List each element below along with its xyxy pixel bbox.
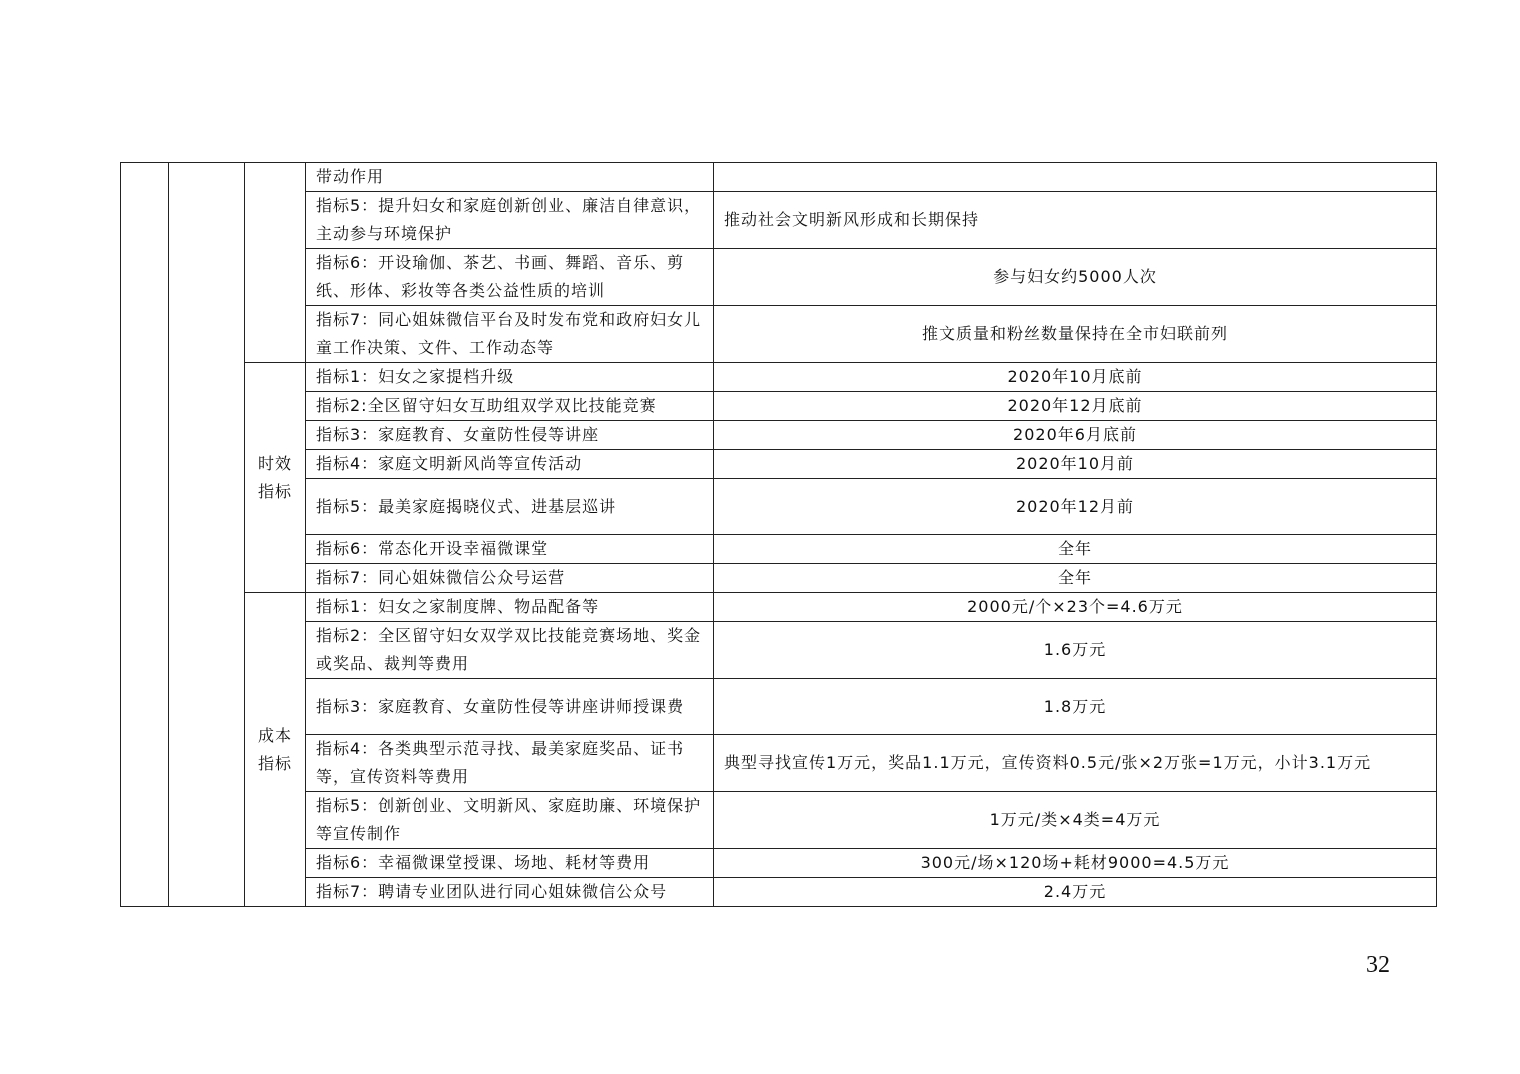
table-row bbox=[121, 849, 1437, 878]
performance-indicator-table bbox=[120, 162, 1437, 907]
category-cell-timeliness bbox=[245, 363, 306, 593]
value-cell: 典型寻找宣传1万元，奖品1.1万元，宣传资料0.5元/张×2万张=1万元，小计3.1万元 bbox=[714, 735, 1437, 792]
value-cell: 1万元/类×4类=4万元 bbox=[714, 792, 1437, 849]
value-cell: 全年 bbox=[714, 564, 1437, 593]
table-row bbox=[121, 249, 1437, 306]
indicator-cell: 指标6：幸福微课堂授课、场地、耗材等费用 bbox=[306, 849, 714, 878]
category-cell-continued bbox=[245, 163, 306, 363]
value-cell: 2020年12月前 bbox=[714, 479, 1437, 535]
table-row bbox=[121, 593, 1437, 622]
table-row bbox=[121, 878, 1437, 907]
indicator-cell: 指标5：提升妇女和家庭创新创业、廉洁自律意识，主动参与环境保护 bbox=[306, 192, 714, 249]
value-cell: 推动社会文明新风形成和长期保持 bbox=[714, 192, 1437, 249]
category-label: 时效指标 bbox=[257, 453, 292, 501]
table-row bbox=[121, 192, 1437, 249]
table-row bbox=[121, 306, 1437, 363]
table-row bbox=[121, 363, 1437, 392]
table-row bbox=[121, 735, 1437, 792]
indicator-cell: 指标4：家庭文明新风尚等宣传活动 bbox=[306, 450, 714, 479]
table-row bbox=[121, 564, 1437, 593]
value-cell: 2020年10月前 bbox=[714, 450, 1437, 479]
indicator-cell: 指标1：妇女之家提档升级 bbox=[306, 363, 714, 392]
indicator-cell: 指标7：同心姐妹微信公众号运营 bbox=[306, 564, 714, 593]
value-cell bbox=[714, 163, 1437, 192]
indicator-cell: 指标6：开设瑜伽、茶艺、书画、舞蹈、音乐、剪纸、形体、彩妆等各类公益性质的培训 bbox=[306, 249, 714, 306]
indicator-cell: 指标4：各类典型示范寻找、最美家庭奖品、证书等，宣传资料等费用 bbox=[306, 735, 714, 792]
table-row bbox=[121, 163, 1437, 192]
indicator-cell: 指标3：家庭教育、女童防性侵等讲座 bbox=[306, 421, 714, 450]
indicator-cell: 指标5：创新创业、文明新风、家庭助廉、环境保护等宣传制作 bbox=[306, 792, 714, 849]
indicator-cell: 指标2:全区留守妇女互助组双学双比技能竞赛 bbox=[306, 392, 714, 421]
value-cell: 2020年10月底前 bbox=[714, 363, 1437, 392]
indicator-cell: 带动作用 bbox=[306, 163, 714, 192]
table-row bbox=[121, 392, 1437, 421]
indicator-cell: 指标7：聘请专业团队进行同心姐妹微信公众号 bbox=[306, 878, 714, 907]
value-cell: 推文质量和粉丝数量保持在全市妇联前列 bbox=[714, 306, 1437, 363]
value-cell: 全年 bbox=[714, 535, 1437, 564]
table-row bbox=[121, 421, 1437, 450]
value-cell: 300元/场×120场+耗材9000=4.5万元 bbox=[714, 849, 1437, 878]
value-cell: 参与妇女约5000人次 bbox=[714, 249, 1437, 306]
indicator-cell: 指标2：全区留守妇女双学双比技能竞赛场地、奖金或奖品、裁判等费用 bbox=[306, 622, 714, 679]
first-level-column-cell bbox=[121, 163, 169, 907]
category-cell-cost bbox=[245, 593, 306, 907]
indicator-cell: 指标1：妇女之家制度牌、物品配备等 bbox=[306, 593, 714, 622]
indicator-cell: 指标5：最美家庭揭晓仪式、进基层巡讲 bbox=[306, 479, 714, 535]
indicator-cell: 指标6：常态化开设幸福微课堂 bbox=[306, 535, 714, 564]
second-level-column-cell bbox=[169, 163, 245, 907]
table-row bbox=[121, 479, 1437, 535]
value-cell: 2020年12月底前 bbox=[714, 392, 1437, 421]
value-cell: 2020年6月底前 bbox=[714, 421, 1437, 450]
value-cell: 2.4万元 bbox=[714, 878, 1437, 907]
table-row bbox=[121, 535, 1437, 564]
table-row bbox=[121, 622, 1437, 679]
table-row bbox=[121, 679, 1437, 735]
value-cell: 2000元/个×23个=4.6万元 bbox=[714, 593, 1437, 622]
indicator-cell: 指标3：家庭教育、女童防性侵等讲座讲师授课费 bbox=[306, 679, 714, 735]
table-row bbox=[121, 792, 1437, 849]
indicator-cell: 指标7：同心姐妹微信平台及时发布党和政府妇女儿童工作决策、文件、工作动态等 bbox=[306, 306, 714, 363]
value-cell: 1.8万元 bbox=[714, 679, 1437, 735]
category-label: 成本指标 bbox=[257, 725, 292, 773]
value-cell: 1.6万元 bbox=[714, 622, 1437, 679]
page-number: 32 bbox=[1366, 952, 1390, 978]
table-row bbox=[121, 450, 1437, 479]
